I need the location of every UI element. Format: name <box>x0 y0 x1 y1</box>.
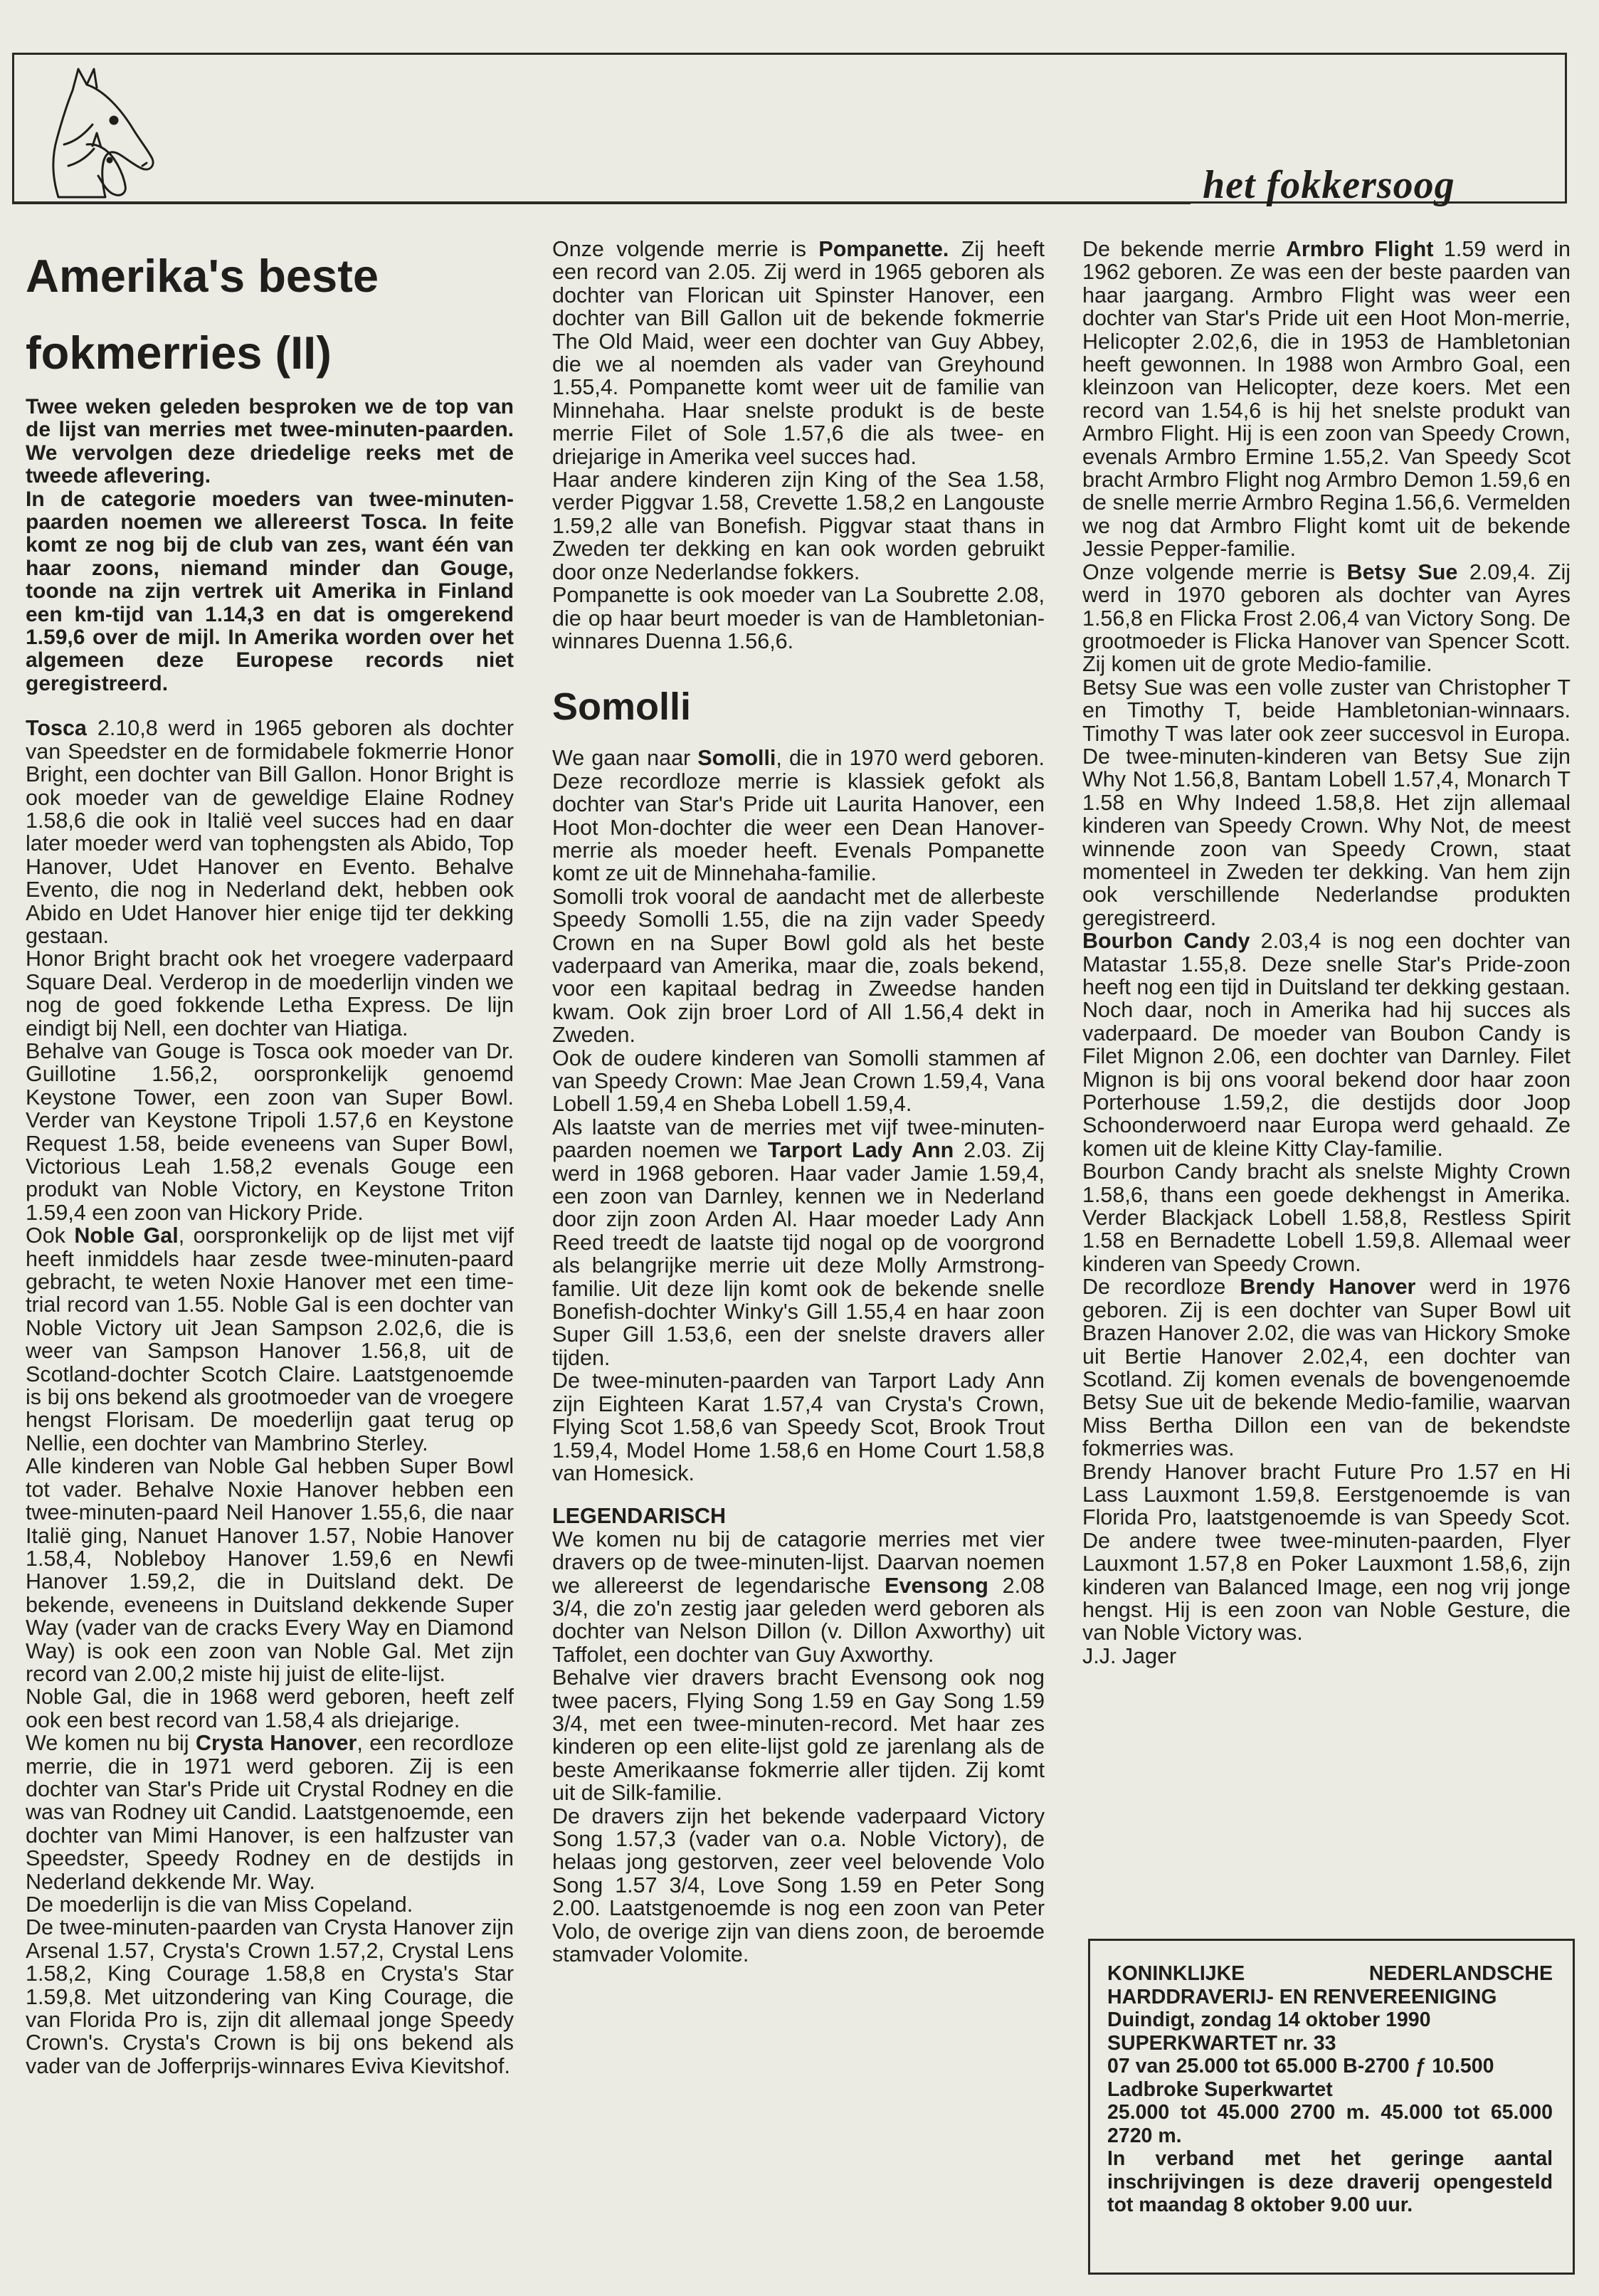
article-paragraph <box>552 1116 1045 1369</box>
paragraph-text: Noble Gal, die in 1968 werd geboren, heeft zelf ook een best record van 1.58,4 als driejarige. <box>26 1685 514 1732</box>
mare-name: Somolli <box>697 746 776 771</box>
article-paragraph <box>1082 561 1571 676</box>
article-paragraph <box>26 1455 514 1685</box>
article-headline: Amerika's beste fokmerries (II) <box>26 250 379 379</box>
mare-name: Tarport Lady Ann <box>767 1138 954 1163</box>
notice-superkwartet: SUPERKWARTET nr. 33 <box>1107 2031 1336 2055</box>
paragraph-text: 2.03,4 is nog een dochter van Matastar 1.55,8. Deze snelle Star's Pride-zoon heeft nog een tijd in Duitsland ter dekking gestaan. Noch daar, noch in Amerika had hij succes als vaderpaard. De moeder van Boubon Candy is Filet Mignon 2.06, een dochter van Darnley. Filet Mignon is bij ons vooral bekend door haar zoon Porterhouse 1.59,2, die destijds door Joop Schoonderwoerd naar Europa werd gehaald. Ze komen uit de kleine Kitty Clay-familie. <box>1082 929 1571 1161</box>
paragraph-text: 2.09,4. Zij werd in 1970 geboren als dochter van Ayres 1.56,8 en Flicka Frost 2.06,4 van Victory Song. De grootmoeder is Flicka Hanover van Spencer Scott. Zij komen uit de grote Medio-familie. <box>1082 559 1571 677</box>
paragraph-text: Betsy Sue was een volle zuster van Christopher T en Timothy T, beide Hambletonian-winnaars. Timothy T was later ook zeer succesvol in Europa. De twee-minuten-kinderen van Betsy Sue zijn Why Not 1.56,8, Bantam Lobell 1.57,4, Monarch T 1.58 en Why Indeed 1.58,8. Het zijn allemaal kinderen van Speedy Crown. Why Not, de meest winnende zoon van Speedy Crown, staat momenteel in Zweden ter dekking. Van hem zijn ook verschillende Nederlandse produkten geregistreerd. <box>1082 675 1571 930</box>
paragraph-text: Honor Bright bracht ook het vroegere vaderpaard Square Deal. Verderop in de moederlijn vinden we nog de goed fokkende Letha Express. De lijn eindigt bij Nell, een dochter van Hiatiga. <box>26 947 514 1041</box>
article-paragraph <box>1082 1275 1571 1460</box>
mare-name: Evensong <box>885 1573 988 1598</box>
article-paragraph <box>1082 1160 1571 1275</box>
article-paragraph <box>552 1666 1045 1804</box>
article-author: J.J. Jager <box>1082 1643 1177 1668</box>
paragraph-text: 2.03. Zij werd in 1968 geboren. Haar vader Jamie 1.59,4, een zoon van Darnley, kennen we in Nederland door zijn zoon Arden Al. Haar moeder Lady Ann Reed treedt de laatste tijd nogal op de voorgrond als belangrijke merrie uit deze Molly Armstrong-familie. Uit deze lijn komt ook de bekende snelle Bonefish-dochter Winky's Gill 1.55,4 en haar zoon Super Gill 1.53,6, een der snelste dravers aller tijden. <box>552 1138 1045 1370</box>
paragraph-text: Ook de oudere kinderen van Somolli stammen af van Speedy Crown: Mae Jean Crown 1.59,4, Vana Lobell 1.59,4 en Sheba Lobell 1.59,4. <box>552 1046 1045 1117</box>
mare-name: Pompanette. <box>818 237 949 261</box>
article-paragraph <box>552 238 1045 468</box>
column-3-body <box>1082 238 1571 1645</box>
article-paragraph <box>1082 930 1571 1160</box>
paragraph-text: We gaan naar <box>552 746 698 771</box>
mare-name: Armbro Flight <box>1285 237 1434 261</box>
lead-paragraph: Twee weken geleden besproken we de top van de lijst van merries met twee-minuten-paarden. We vervolgen deze driedelige reeks met de tweede aflevering. <box>26 395 514 488</box>
paragraph-text: Behalve vier dravers bracht Evensong ook nog twee pacers, Flying Song 1.59 en Gay Song 1.59 3/4, met een twee-minuten-record. Met haar zes kinderen op een elite-lijst gold ze jarenlang als de beste Amerikaanse fokmerrie aller tijden. Zij komt uit de Silk-familie. <box>552 1665 1045 1806</box>
article-paragraph <box>552 1369 1045 1485</box>
lead-paragraph: In de categorie moeders van twee-minuten-paarden noemen we allereerst Tosca. In feite komt ze nog bij de club van zes, want één van haar zoons, niemand minder dan Gouge, toonde na zijn vertrek uit Amerika in Finland een km-tijd van 1.14,3 en dat is omgerekend 1.59,6 over de mijl. In Amerika worden over het algemeen deze Europese records niet geregistreerd. <box>26 487 514 695</box>
kicker-legendarisch: LEGENDARISCH <box>552 1504 727 1529</box>
article-column-2 <box>552 238 1045 1966</box>
paragraph-text: Haar andere kinderen zijn King of the Sea 1.58, verder Piggvar 1.58, Crevette 1.58,2 en Langouste 1.59,2 alle van Bonefish. Piggvar staat thans in Zweden ter dekking en kan ook worden gebruikt door onze Nederlandse fokkers. <box>552 468 1045 584</box>
notice-ladbroke: Ladbroke Superkwartet <box>1107 2078 1333 2101</box>
paragraph-text: , die in 1970 werd geboren. Deze recordloze merrie is klassiek gefokt als dochter van Star's Pride uit Laurita Hanover, een Hoot Mon-dochter die weer een Dean Hanover-merrie als moeder heeft. Evenals Pompanette komt ze uit de Minnehaha-familie. <box>552 746 1045 886</box>
article-paragraph <box>26 1040 514 1224</box>
paragraph-text: We komen nu bij <box>26 1731 196 1756</box>
paragraph-text: Zij heeft een record van 2.05. Zij werd in 1965 geboren als dochter van Florican uit Spinster Hanover, een dochter van Bill Gallon uit de bekende fokmerrie The Old Maid, weer een dochter van Guy Abbey, die we al noemden als vader van Greyhound 1.55,4. Pompanette komt weer uit de familie van Minnehaha. Haar snelste produkt is de beste merrie Filet of Sole 1.57,6 die als twee- en driejarige in Amerika veel succes had. <box>552 237 1045 469</box>
article-column-1 <box>26 238 514 2078</box>
mare-name: Bourbon Candy <box>1082 929 1250 954</box>
paragraph-text: Als laatste van de merries met vijf twee-minuten-paarden noemen we <box>552 1115 1045 1163</box>
article-paragraph <box>1082 238 1571 561</box>
paragraph-text: werd in 1976 geboren. Zij is een dochter van Super Bowl uit Brazen Hanover 2.02, die was van Hickory Smoke uit Bertie Hanover 2.02,4, een dochter van Scotland. Zij komen evenals de bovengenoemde Betsy Sue uit de bekende Medio-familie, waarvan Miss Bertha Dillon een van de bekendste fokmerries was. <box>1082 1275 1571 1461</box>
notice-race-details: 07 van 25.000 tot 65.000 B-2700 ƒ 10.500 <box>1107 2055 1494 2078</box>
article-column-3 <box>1082 238 1571 1668</box>
section-title: het fokkersoog <box>1203 163 1455 207</box>
race-notice-box <box>1088 1939 1575 2275</box>
paragraph-text: Bourbon Candy bracht als snelste Mighty Crown 1.58,6, thans een goede dekhengst in Amerika. Verder Blackjack Lobell 1.58,8, Restless Spirit 1.58 en Bernadette Lobell 1.59,8. Allemaal weer kinderen van Speedy Crown. <box>1082 1159 1571 1276</box>
article-paragraph <box>26 1224 514 1455</box>
mare-name: Crysta Hanover <box>195 1731 357 1756</box>
paragraph-text: Onze volgende merrie is <box>552 237 819 261</box>
article-paragraph <box>552 885 1045 1047</box>
column-2-body <box>552 238 1045 653</box>
article-paragraph <box>552 584 1045 653</box>
notice-distances: 25.000 tot 45.000 2700 m. 45.000 tot 65.000 2720 m. <box>1107 2101 1553 2147</box>
article-lead <box>26 396 514 695</box>
article-paragraph <box>26 717 514 947</box>
masthead-rule <box>12 202 1191 204</box>
notice-date: Duindigt, zondag 14 oktober 1990 <box>1107 2008 1431 2031</box>
paragraph-text: 2.10,8 werd in 1965 geboren als dochter van Speedster en de formidabele fokmerrie Honor Bright, een dochter van Bill Gallon. Honor Bright is ook moeder van de geweldige Elaine Rodney 1.58,6 die ook in Italië veel succes had en daar later moeder werd van tophengsten als Abido, Top Hanover, Udet Hanover en Evento. Behalve Evento, die nog in Nederland dekt, hebben ook Abido en Udet Hanover hier enige tijd ter dekking gestaan. <box>26 716 514 948</box>
column-1-body <box>26 717 514 2078</box>
paragraph-text: De recordloze <box>1082 1275 1240 1300</box>
mare-name: Betsy Sue <box>1346 559 1458 584</box>
paragraph-text: Ook <box>26 1223 75 1248</box>
paragraph-text: De bekende merrie <box>1082 237 1286 261</box>
article-paragraph <box>552 1805 1045 1966</box>
mare-name: Noble Gal <box>74 1223 179 1248</box>
horse-heads-logo-icon <box>36 59 171 201</box>
paragraph-text: Brendy Hanover bracht Future Pro 1.57 en Hi Lass Lauxmont 1.59,8. Eerstgenoemde is van Florida Pro, laatstgenoemde is van Speedy Scot. De andere twee twee-minuten-paarden, Flyer Lauxmont 1.57,8 en Poker Lauxmont 1.58,6, zijn kinderen van Balanced Image, een nog vrij jonge hengst. Hij is een zoon van Noble Gesture, die van Noble Victory was. <box>1082 1459 1571 1645</box>
paragraph-text: De dravers zijn het bekende vaderpaard Victory Song 1.57,3 (vader van o.a. Noble Victory), de helaas jong gestorven, zeer veel belovende Volo Song 1.57 3/4, Love Song 1.59 en Peter Song 2.00. Laatstgenoemde is nog een zoon van Peter Volo, de overige zijn van diens zoon, de beroemde stamvader Volomite. <box>552 1803 1045 1967</box>
mare-name: Brendy Hanover <box>1240 1275 1416 1300</box>
subheading-somolli: Somolli <box>552 685 692 729</box>
paragraph-text: Pompanette is ook moeder van La Soubrette 2.08, die op haar beurt moeder is van de Hambletonian-winnares Duenna 1.56,6. <box>552 583 1045 653</box>
notice-organizer: KONINKLIJKE NEDERLANDSCHE HARDDRAVERIJ- EN RENVEREENIGING <box>1107 1962 1553 2008</box>
paragraph-text: Onze volgende merrie is <box>1082 559 1347 584</box>
notice-remark: In verband met het geringe aantal inschrijvingen is deze draverij opengesteld tot maandag 8 oktober 9.00 uur. <box>1107 2147 1553 2216</box>
paragraph-text: , oorspronkelijk op de lijst met vijf heeft inmiddels haar zesde twee-minuten-paard gebracht, te weten Noxie Hanover met een time-trial record van 1.55. Noble Gal is een dochter van Noble Victory uit Jean Sampson 2.02,6, die is weer van Sampson Hanover 1.56,8, uit de Scotland-dochter Scotch Claire. Laatstgenoemde is bij ons bekend als grootmoeder van de vroegere hengst Florisam. De moederlijn gaat terug op Nellie, een dochter van Mambrino Sterley. <box>26 1223 514 1455</box>
article-paragraph <box>1082 1460 1571 1645</box>
paragraph-text: 2.08 3/4, die zo'n zestig jaar geleden werd geboren als dochter van Nelson Dillon (v. Dillon Axworthy) uit Taffolet, een dochter van Guy Axworthy. <box>552 1573 1045 1667</box>
article-paragraph <box>552 468 1045 584</box>
article-paragraph <box>26 1893 514 1916</box>
article-paragraph <box>552 1047 1045 1116</box>
article-paragraph <box>26 1685 514 1732</box>
paragraph-text: De twee-minuten-paarden van Crysta Hanover zijn Arsenal 1.57, Crysta's Crown 1.57,2, Crystal Lens 1.58,2, King Courage 1.58,8 en Crysta's Star 1.59,8. Met uitzondering van King Courage, die van Florida Pro is, zijn dit allemaal jonge Speedy Crown's. Crysta's Crown is bij ons bekend als vader van de Jofferprijs-winnares Eviva Kievitshof. <box>26 1915 514 2078</box>
article-paragraph <box>1082 676 1571 930</box>
article-paragraph <box>552 747 1045 885</box>
column-2-body-final <box>552 1528 1045 1966</box>
paragraph-text: Alle kinderen van Noble Gal hebben Super Bowl tot vader. Behalve Noxie Hanover hebben een twee-minuten-paard Neil Hanover 1.55,6, die naar Italië ging, Nanuet Hanover 1.57, Nobie Hanover 1.58,4, Nobleboy Hanover 1.59,6 en Newfi Hanover 1.59,2, die in Duitsland dekt. De bekende, eveneens in Duitsland dekkende Super Way (vader van de cracks Every Way en Diamond Way) is ook een zoon van Noble Gal. Met zijn record van 2.00,2 miste hij juist de elite-lijst. <box>26 1454 514 1686</box>
paragraph-text: De moederlijn is die van Miss Copeland. <box>26 1892 413 1917</box>
paragraph-text: Somolli trok vooral de aandacht met de allerbeste Speedy Somolli 1.55, die na zijn vader Speedy Crown en na Super Bowl gold als het beste vaderpaard van Amerika, maar die, zoals bekend, voor een kapitaal bedrag in Zweedse handen kwam. Ook zijn broer Lord of All 1.56,4 dekt in Zweden. <box>552 884 1045 1048</box>
article-paragraph <box>26 947 514 1040</box>
column-2-body-continued <box>552 747 1045 1485</box>
article-paragraph <box>552 1528 1045 1666</box>
paragraph-text: 1.59 werd in 1962 geboren. Ze was een der beste paarden van haar jaargang. Armbro Flight was weer een dochter van Star's Pride uit een Hoot Mon-merrie, Helicopter 2.02,6, die in 1953 de Hambletonian heeft gewonnen. In 1988 won Armbro Goal, een kleinzoon van Helicopter, deze koers. Met een record van 1.54,6 is hij het snelste produkt van Armbro Flight. Hij is een zoon van Speedy Crown, evenals Armbro Ermine 1.55,2. Van Speedy Scot bracht Armbro Flight nog Armbro Demon 1.59,6 en de snelle merrie Armbro Regina 1.56,6. Vermelden we nog dat Armbro Flight komt uit de bekende Jessie Pepper-familie. <box>1082 237 1571 562</box>
article-paragraph <box>26 1916 514 2078</box>
paragraph-text: De twee-minuten-paarden van Tarport Lady Ann zijn Eighteen Karat 1.57,4 van Crysta's Crown, Flying Scot 1.58,6 van Speedy Scot, Brook Trout 1.59,4, Model Home 1.58,6 en Home Court 1.58,8 van Homesick. <box>552 1369 1045 1485</box>
paragraph-text: Behalve van Gouge is Tosca ook moeder van Dr. Guillotine 1.56,2, oorspronkelijk genoemd Keystone Tower, een zoon van Super Bowl. Verder van Keystone Tripoli 1.57,6 en Keystone Request 1.58, beide eveneens van Super Bowl, Victorious Leah 1.58,2 evenals Gouge een produkt van Noble Victory, en Keystone Triton 1.59,4 een zoon van Hickory Pride. <box>26 1038 514 1225</box>
article-paragraph <box>26 1732 514 1893</box>
mare-name: Tosca <box>26 716 87 741</box>
paragraph-text: We komen nu bij de catagorie merries met vier dravers op de twee-minuten-lijst. Daarvan noemen we allereerst de legendarische <box>552 1527 1045 1598</box>
paragraph-text: , een recordloze merrie, die in 1971 werd geboren. Zij is een dochter van Star's Pride uit Crystal Rodney en die was van Rodney uit Candid. Laatstgenoemde, een dochter van Mimi Hanover, is een halfzuster van Speedster, Speedy Rodney en de destijds in Nederland dekkende Mr. Way. <box>26 1731 514 1894</box>
